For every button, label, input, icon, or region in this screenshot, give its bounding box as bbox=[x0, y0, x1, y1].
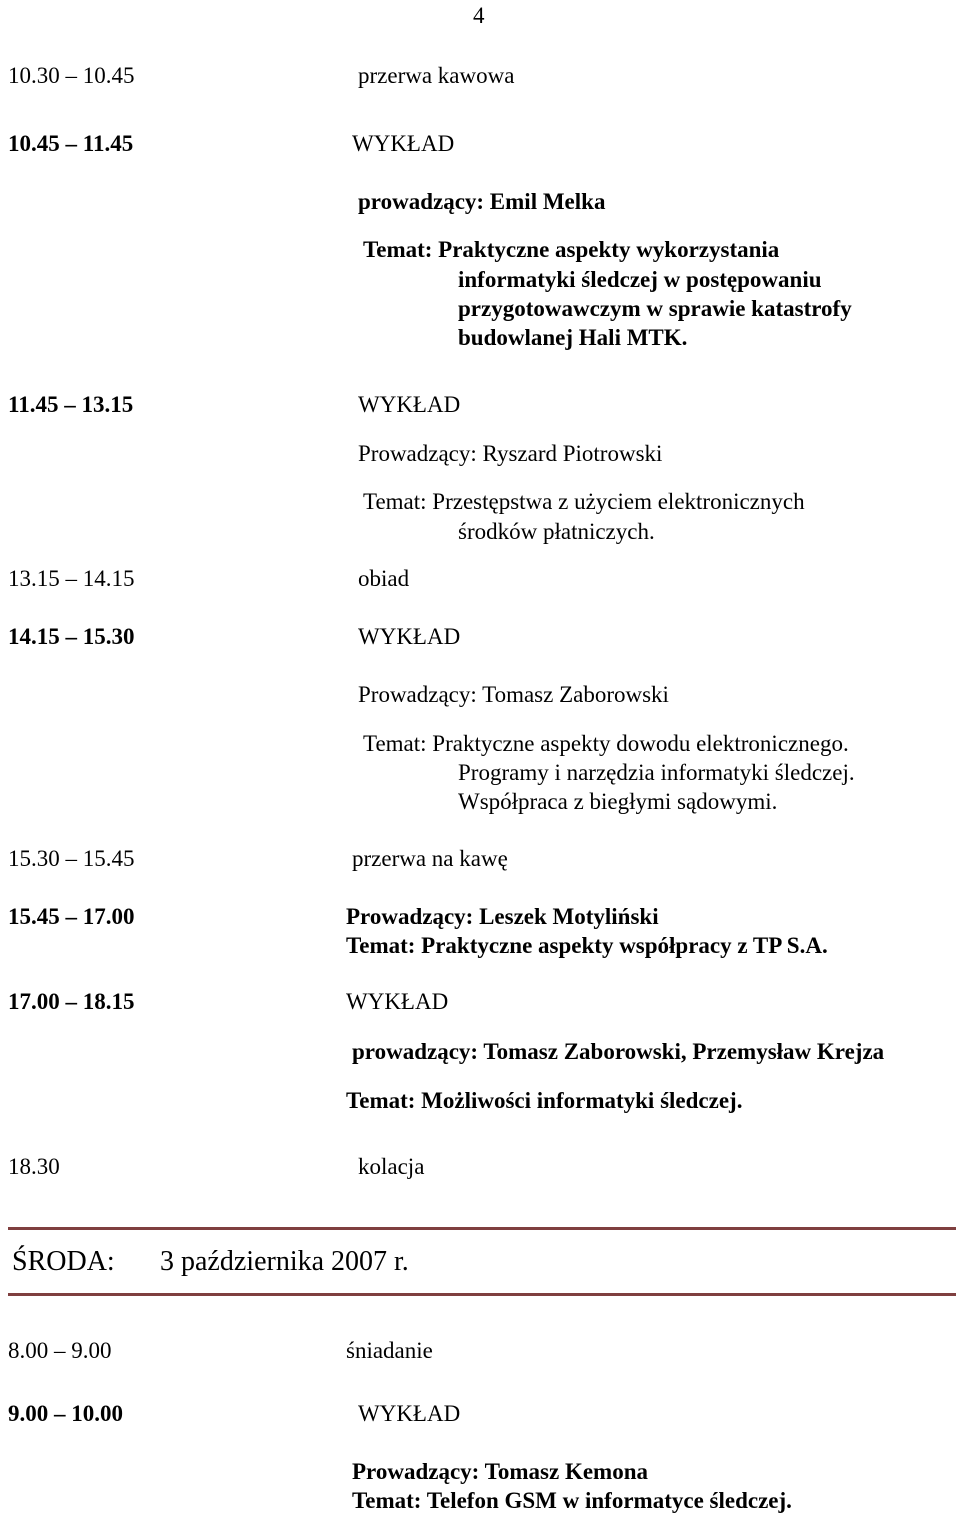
day-date: 3 października 2007 r. bbox=[160, 1246, 409, 1277]
time-slot: 9.00 – 10.00 bbox=[8, 1401, 123, 1426]
day-heading: ŚRODA: bbox=[12, 1246, 115, 1277]
lecturer: Prowadzący: Tomasz Kemona bbox=[352, 1459, 649, 1484]
time-slot: 15.30 – 15.45 bbox=[8, 846, 135, 871]
time-slot: 18.30 bbox=[8, 1154, 60, 1179]
session-label: WYKŁAD bbox=[346, 989, 449, 1014]
lecturer: Prowadzący: Tomasz Zaborowski bbox=[358, 682, 669, 707]
lecturer: prowadzący: Emil Melka bbox=[358, 189, 606, 214]
topic-line: Współpraca z biegłymi sądowymi. bbox=[458, 789, 778, 814]
session-label: przerwa kawowa bbox=[358, 63, 515, 88]
lecturer: Prowadzący: Leszek Motyliński bbox=[346, 904, 659, 929]
topic-line: Temat: Praktyczne aspekty wykorzystania bbox=[363, 237, 780, 262]
session-label: WYKŁAD bbox=[352, 131, 455, 156]
session-label: WYKŁAD bbox=[358, 392, 461, 417]
topic-line: informatyki śledczej w postępowaniu bbox=[458, 267, 822, 292]
session-label: WYKŁAD bbox=[358, 1401, 461, 1426]
divider bbox=[8, 1227, 956, 1230]
lecturer: Prowadzący: Ryszard Piotrowski bbox=[358, 441, 663, 466]
lecturer: prowadzący: Tomasz Zaborowski, Przemysław Krejza bbox=[352, 1039, 885, 1064]
topic-line: Programy i narzędzia informatyki śledczej. bbox=[458, 760, 855, 785]
topic-line: Temat: Możliwości informatyki śledczej. bbox=[346, 1088, 743, 1113]
time-slot: 10.30 – 10.45 bbox=[8, 63, 135, 88]
divider bbox=[8, 1293, 956, 1296]
session-label: śniadanie bbox=[346, 1338, 433, 1363]
time-slot: 17.00 – 18.15 bbox=[8, 989, 135, 1014]
time-slot: 8.00 – 9.00 bbox=[8, 1338, 112, 1363]
session-label: przerwa na kawę bbox=[352, 846, 508, 871]
session-label: WYKŁAD bbox=[358, 624, 461, 649]
session-label: kolacja bbox=[358, 1154, 425, 1179]
topic-line: środków płatniczych. bbox=[458, 519, 655, 544]
time-slot: 10.45 – 11.45 bbox=[8, 131, 134, 156]
time-slot: 15.45 – 17.00 bbox=[8, 904, 135, 929]
topic-line: budowlanej Hali MTK. bbox=[458, 325, 688, 350]
topic-line: Temat: Telefon GSM w informatyce śledczej. bbox=[352, 1488, 792, 1513]
session-label: obiad bbox=[358, 566, 410, 591]
topic-line: Temat: Praktyczne aspekty dowodu elektronicznego. bbox=[363, 731, 849, 756]
topic-line: przygotowawczym w sprawie katastrofy bbox=[458, 296, 852, 321]
topic-line: Temat: Praktyczne aspekty współpracy z TP S.A. bbox=[346, 933, 828, 958]
time-slot: 11.45 – 13.15 bbox=[8, 392, 134, 417]
page-number: 4 bbox=[473, 3, 485, 28]
time-slot: 13.15 – 14.15 bbox=[8, 566, 135, 591]
topic-line: Temat: Przestępstwa z użyciem elektronicznych bbox=[363, 489, 805, 514]
time-slot: 14.15 – 15.30 bbox=[8, 624, 135, 649]
